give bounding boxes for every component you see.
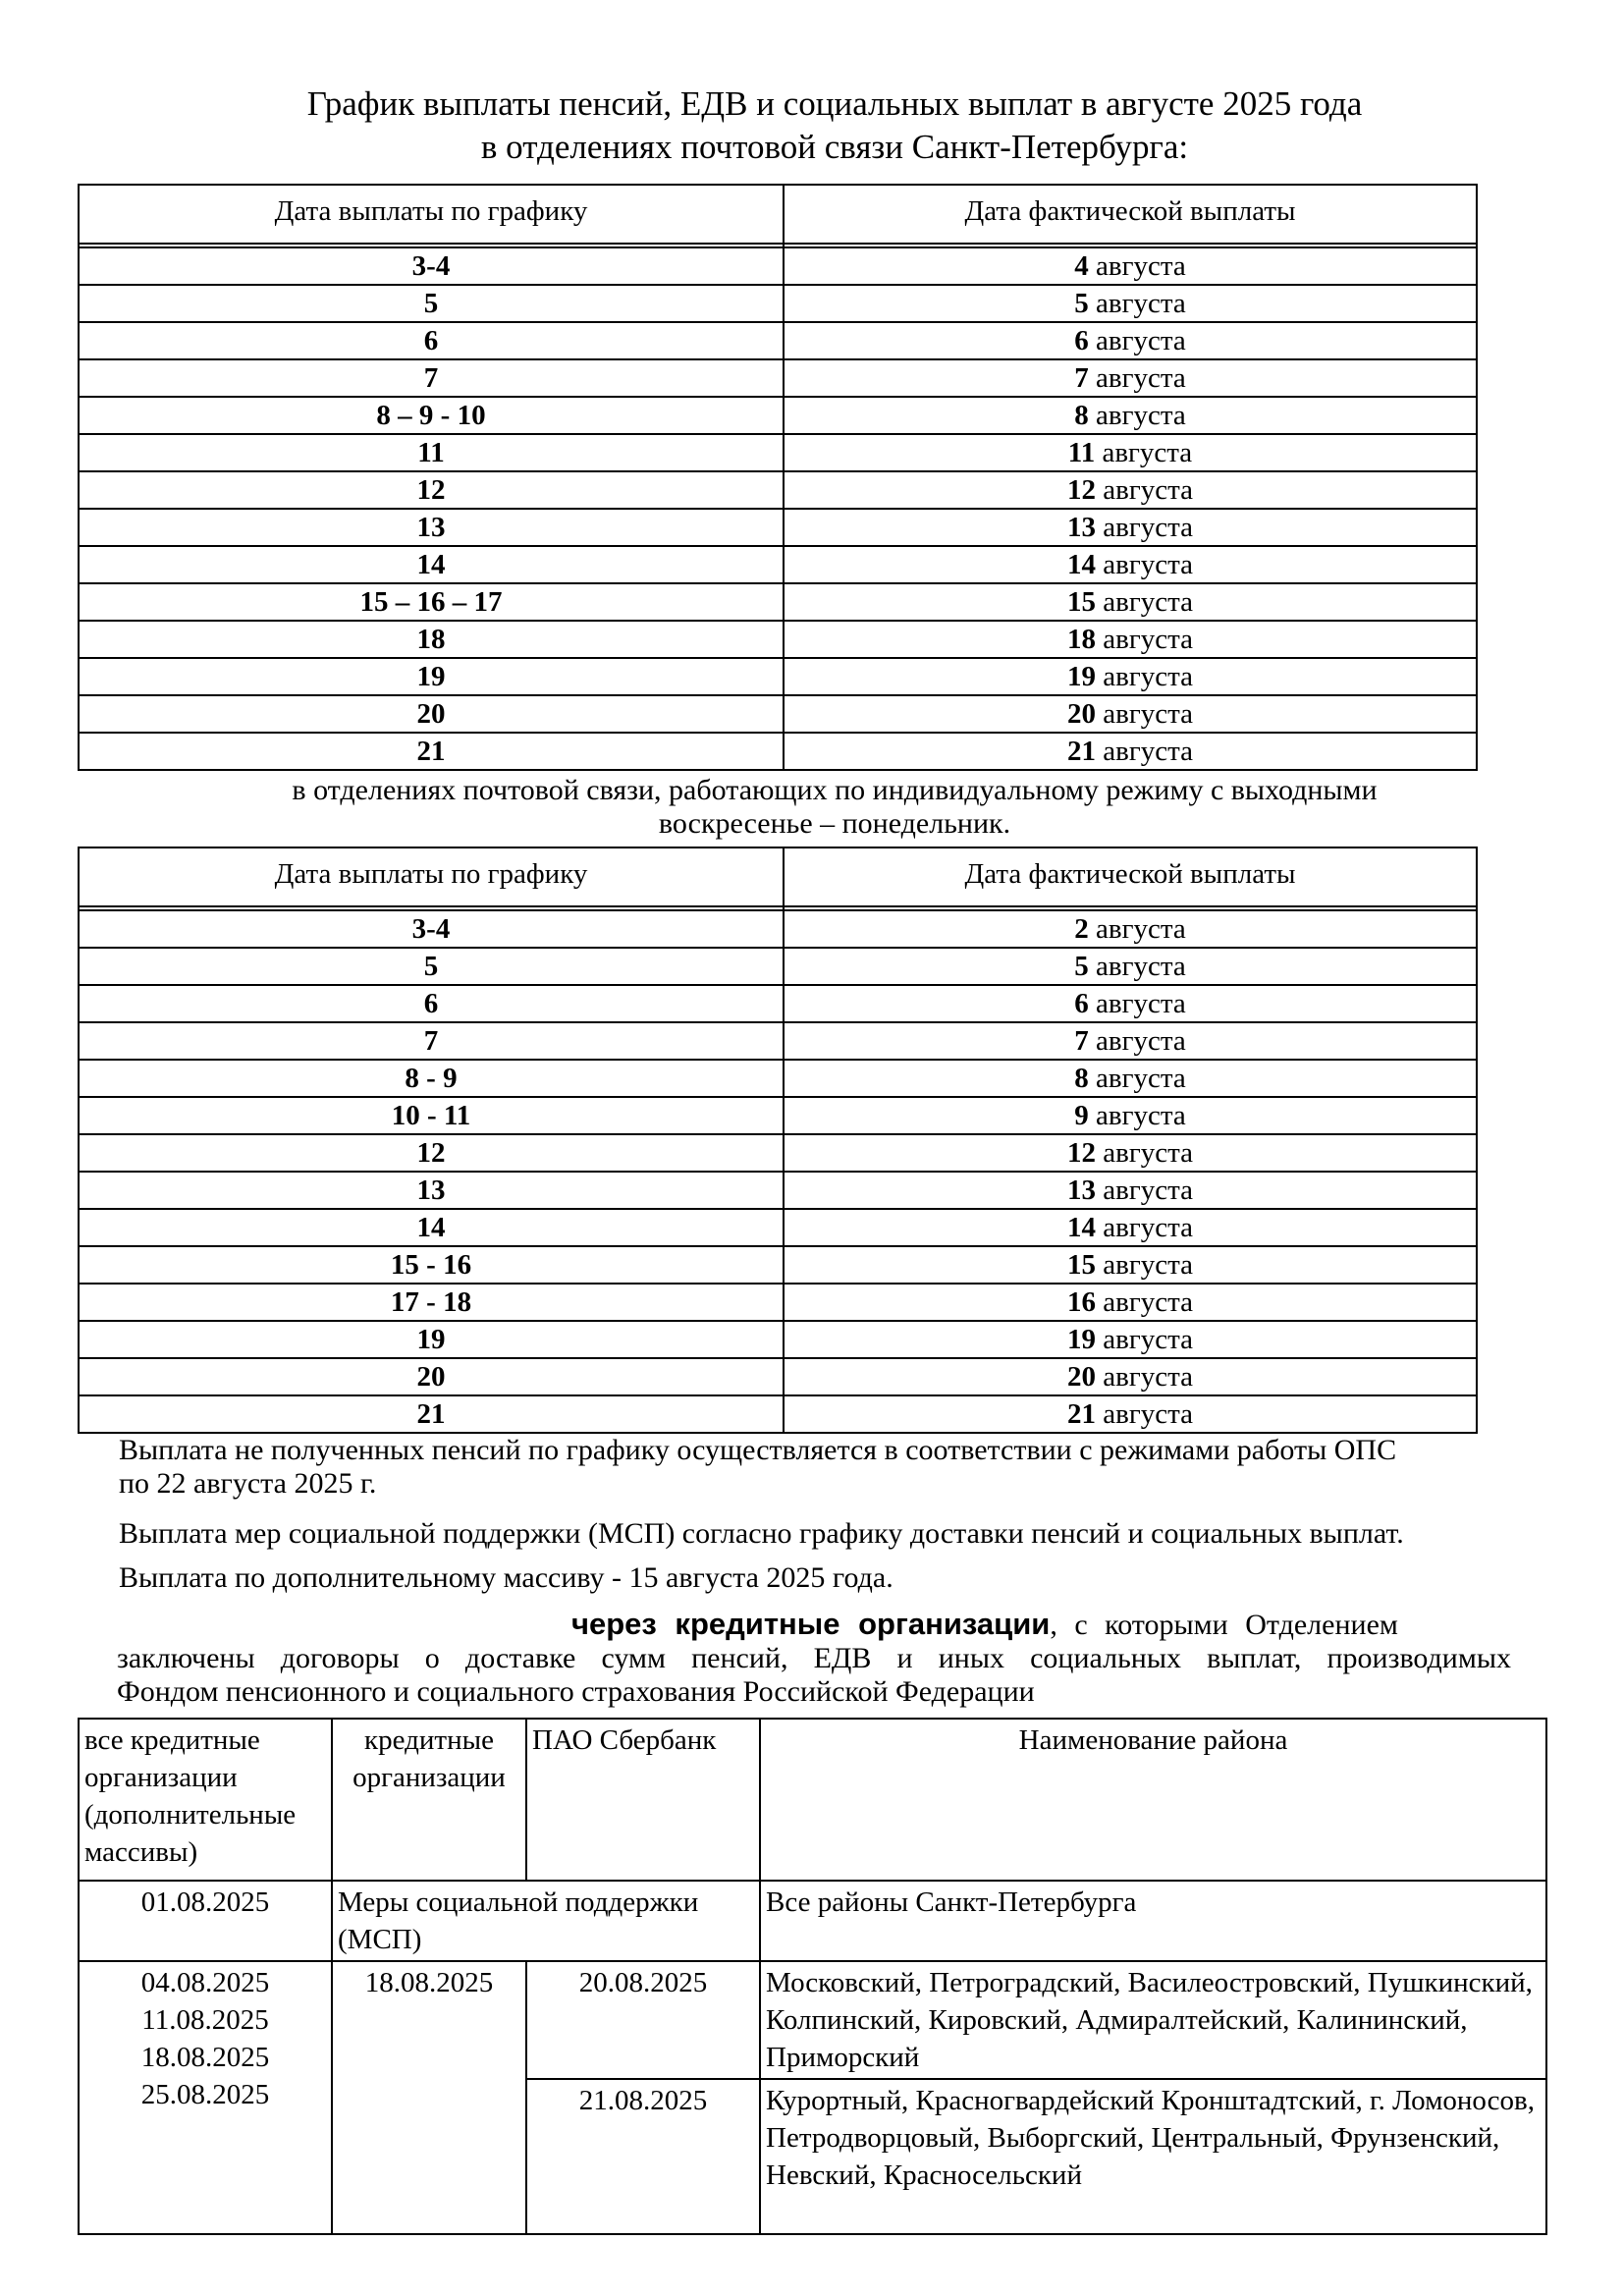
schedule-row: [79, 621, 1477, 658]
scheduled-date-cell: 7: [79, 1022, 784, 1060]
note-paragraph-3: Выплата по дополнительному массиву - 15 августа 2025 года.: [119, 1561, 893, 1594]
schedule-table-individual: [78, 847, 1478, 1434]
additional-date: 18.08.2025: [140, 2042, 270, 2073]
schedule-row: [79, 583, 1477, 621]
actual-day: 20: [1067, 698, 1096, 730]
header-scheduled-date: Дата выплаты по графику: [79, 185, 784, 244]
scheduled-date-cell: 21: [79, 1395, 784, 1433]
actual-date-cell: [784, 1395, 1477, 1433]
msp-date: 01.08.2025: [79, 1881, 332, 1961]
scheduled-date-cell: 19: [79, 658, 784, 695]
scheduled-date-cell: 21: [79, 733, 784, 770]
actual-date-cell: [784, 1172, 1477, 1209]
actual-date-cell: [784, 359, 1477, 397]
header-sberbank: ПАО Сбербанк: [526, 1719, 760, 1881]
actual-date-cell: [784, 1209, 1477, 1246]
actual-day: 6: [1074, 988, 1089, 1019]
actual-day: 16: [1067, 1286, 1096, 1318]
actual-date-cell: [784, 985, 1477, 1022]
credit-intro-rest: , с которыми Отделением: [1050, 1609, 1398, 1641]
scheduled-date-cell: 6: [79, 985, 784, 1022]
credit-intro-bold: через кредитные организации: [571, 1607, 1051, 1641]
credit-intro-line3: Фондом пенсионного и социального страхования Российской Федерации: [117, 1675, 1035, 1708]
month-word: августа: [1103, 586, 1193, 618]
scheduled-date-cell: 17 - 18: [79, 1284, 784, 1321]
actual-day: 9: [1074, 1100, 1089, 1131]
month-word: августа: [1103, 1286, 1193, 1318]
scheduled-date-cell: 20: [79, 1358, 784, 1395]
scheduled-date-cell: 12: [79, 1134, 784, 1172]
note-paragraph-2: Выплата мер социальной поддержки (МСП) согласно графику доставки пенсий и социальных выплат.: [119, 1517, 1404, 1550]
schedule-row: [79, 1172, 1477, 1209]
schedule-row: [79, 322, 1477, 359]
month-word: августа: [1096, 913, 1186, 945]
schedule-row: [79, 471, 1477, 509]
msp-district: Все районы Санкт-Петербурга: [760, 1881, 1546, 1961]
scheduled-date-cell: 18: [79, 621, 784, 658]
actual-date-cell: [784, 247, 1477, 285]
schedule-row: [79, 359, 1477, 397]
header-scheduled-date: Дата выплаты по графику: [79, 847, 784, 906]
schedule-row: [79, 1395, 1477, 1433]
month-word: августа: [1102, 437, 1193, 468]
header-district: Наименование района: [760, 1719, 1546, 1881]
actual-date-cell: [784, 1246, 1477, 1284]
month-word: августа: [1103, 736, 1193, 767]
actual-date-cell: [784, 1022, 1477, 1060]
actual-day: 4: [1074, 250, 1089, 282]
page-title-line1: График выплаты пенсий, ЕДВ и социальных выплат в августе 2025 года: [306, 84, 1363, 123]
subtitle-line2: воскресенье – понедельник.: [658, 807, 1011, 840]
header-all-credit-orgs: все кредитные организации (дополнительные массивы): [79, 1719, 332, 1881]
header-actual-date: Дата фактической выплаты: [784, 185, 1477, 244]
month-word: августа: [1096, 400, 1186, 431]
actual-date-cell: [784, 1060, 1477, 1097]
actual-date-cell: [784, 1358, 1477, 1395]
scheduled-date-cell: 14: [79, 1209, 784, 1246]
actual-date-cell: [784, 1321, 1477, 1358]
scheduled-date-cell: 11: [79, 434, 784, 471]
actual-day: 13: [1067, 512, 1096, 543]
schedule-row: [79, 247, 1477, 285]
scheduled-date-cell: 8 - 9: [79, 1060, 784, 1097]
actual-day: 13: [1067, 1175, 1096, 1206]
scheduled-date-cell: 15 - 16: [79, 1246, 784, 1284]
month-word: августа: [1096, 250, 1186, 282]
actual-date-cell: [784, 658, 1477, 695]
scheduled-date-cell: 7: [79, 359, 784, 397]
credit-org-date: 18.08.2025: [332, 1961, 526, 2234]
scheduled-date-cell: 6: [79, 322, 784, 359]
schedule-row: [79, 434, 1477, 471]
schedule-row: [79, 985, 1477, 1022]
scheduled-date-cell: 10 - 11: [79, 1097, 784, 1134]
schedule-row: [79, 1134, 1477, 1172]
month-word: августа: [1103, 1175, 1193, 1206]
scheduled-date-cell: 19: [79, 1321, 784, 1358]
scheduled-date-cell: 14: [79, 546, 784, 583]
schedule-row: [79, 695, 1477, 733]
scheduled-date-cell: 15 – 16 – 17: [79, 583, 784, 621]
actual-day: 19: [1067, 661, 1096, 692]
header-credit-orgs: кредитные организации: [332, 1719, 526, 1881]
actual-date-cell: [784, 285, 1477, 322]
scheduled-date-cell: 5: [79, 285, 784, 322]
note-1-line1: Выплата не полученных пенсий по графику осуществляется в соответствии с режимами работы ОПС: [119, 1434, 1397, 1466]
scheduled-date-cell: 13: [79, 1172, 784, 1209]
month-word: августа: [1103, 549, 1193, 580]
scheduled-date-cell: 5: [79, 948, 784, 985]
scheduled-date-cell: 13: [79, 509, 784, 546]
month-word: августа: [1103, 698, 1193, 730]
month-word: августа: [1096, 325, 1186, 356]
month-word: августа: [1096, 362, 1186, 394]
month-word: августа: [1103, 1212, 1193, 1243]
scheduled-date-cell: 12: [79, 471, 784, 509]
schedule-row: [79, 1246, 1477, 1284]
actual-day: 6: [1074, 325, 1089, 356]
actual-date-cell: [784, 695, 1477, 733]
actual-date-cell: [784, 434, 1477, 471]
additional-date: 04.08.2025: [140, 1967, 270, 1998]
actual-day: 5: [1074, 951, 1089, 982]
actual-day: 21: [1067, 736, 1096, 767]
note-1-line2: по 22 августа 2025 г.: [119, 1467, 377, 1500]
actual-day: 12: [1067, 1137, 1096, 1169]
additional-date: 11.08.2025: [141, 2004, 269, 2036]
schedule-row: [79, 1321, 1477, 1358]
month-word: августа: [1103, 1249, 1193, 1281]
schedule-row: [79, 948, 1477, 985]
actual-day: 11: [1067, 437, 1096, 468]
month-word: августа: [1103, 1398, 1193, 1430]
actual-day: 19: [1067, 1324, 1096, 1355]
actual-date-cell: [784, 1097, 1477, 1134]
actual-day: 8: [1074, 1063, 1089, 1094]
actual-date-cell: [784, 621, 1477, 658]
actual-day: 12: [1067, 474, 1096, 506]
actual-day: 21: [1067, 1398, 1096, 1430]
schedule-row: [79, 285, 1477, 322]
actual-day: 5: [1074, 288, 1089, 319]
actual-date-cell: [784, 509, 1477, 546]
month-word: августа: [1103, 624, 1193, 655]
month-word: августа: [1103, 661, 1193, 692]
schedule-row: [79, 509, 1477, 546]
msp-label: Меры социальной поддержки (МСП): [332, 1881, 760, 1961]
schedule-row: [79, 733, 1477, 770]
scheduled-date-cell: 8 – 9 - 10: [79, 397, 784, 434]
header-actual-date: Дата фактической выплаты: [784, 847, 1477, 906]
sberbank-date-b: 21.08.2025: [526, 2079, 760, 2234]
schedule-row: [79, 397, 1477, 434]
districts-group-b: Курортный, Красногвардейский Кронштадтский, г. Ломоносов, Петродворцовый, Выборгский, Центральный, Фрунзенский, Невский, Красносельский: [760, 2079, 1546, 2234]
schedule-table-main: [78, 184, 1478, 771]
additional-date: 25.08.2025: [140, 2079, 270, 2110]
districts-group-a: Московский, Петроградский, Василеостровский, Пушкинский, Колпинский, Кировский, Адмиралтейский, Калининский, Приморский: [760, 1961, 1546, 2079]
actual-date-cell: [784, 910, 1477, 948]
actual-day: 14: [1067, 1212, 1096, 1243]
credit-intro: [117, 1608, 1511, 1709]
actual-date-cell: [784, 322, 1477, 359]
month-word: августа: [1103, 512, 1193, 543]
actual-date-cell: [784, 1134, 1477, 1172]
month-word: августа: [1096, 288, 1186, 319]
actual-date-cell: [784, 583, 1477, 621]
schedule-row: [79, 910, 1477, 948]
actual-date-cell: [784, 471, 1477, 509]
month-word: августа: [1103, 474, 1193, 506]
schedule-row: [79, 1284, 1477, 1321]
actual-day: 15: [1067, 1249, 1096, 1281]
month-word: августа: [1103, 1361, 1193, 1393]
actual-date-cell: [784, 733, 1477, 770]
month-word: августа: [1096, 1100, 1186, 1131]
actual-day: 15: [1067, 586, 1096, 618]
note-paragraph-1: [119, 1434, 1396, 1501]
actual-day: 20: [1067, 1361, 1096, 1393]
actual-date-cell: [784, 397, 1477, 434]
schedule-row: [79, 1209, 1477, 1246]
actual-day: 7: [1074, 1025, 1089, 1057]
additional-dates-cell: [79, 1961, 332, 2234]
actual-day: 7: [1074, 362, 1089, 394]
month-word: августа: [1096, 951, 1186, 982]
page-title-line2: в отделениях почтовой связи Санкт-Петербурга:: [480, 128, 1189, 166]
subtitle-line1: в отделениях почтовой связи, работающих по индивидуальному режиму с выходными: [292, 774, 1378, 806]
scheduled-date-cell: 3-4: [79, 910, 784, 948]
sberbank-date-a: 20.08.2025: [526, 1961, 760, 2079]
actual-day: 18: [1067, 624, 1096, 655]
schedule-row: [79, 1097, 1477, 1134]
actual-day: 8: [1074, 400, 1089, 431]
month-word: августа: [1096, 1063, 1186, 1094]
scheduled-date-cell: 3-4: [79, 247, 784, 285]
actual-date-cell: [784, 1284, 1477, 1321]
schedule-row: [79, 546, 1477, 583]
schedule-row: [79, 1022, 1477, 1060]
month-word: августа: [1096, 1025, 1186, 1057]
credit-organizations-table: [78, 1718, 1547, 2235]
month-word: августа: [1103, 1324, 1193, 1355]
actual-day: 2: [1074, 913, 1089, 945]
schedule-row: [79, 658, 1477, 695]
actual-date-cell: [784, 948, 1477, 985]
scheduled-date-cell: 20: [79, 695, 784, 733]
schedule-row: [79, 1358, 1477, 1395]
month-word: августа: [1096, 988, 1186, 1019]
credit-intro-line2: заключены договоры о доставке сумм пенсий, ЕДВ и иных социальных выплат, производимых: [117, 1642, 1511, 1674]
actual-date-cell: [784, 546, 1477, 583]
schedule-row: [79, 1060, 1477, 1097]
month-word: августа: [1103, 1137, 1193, 1169]
actual-day: 14: [1067, 549, 1096, 580]
